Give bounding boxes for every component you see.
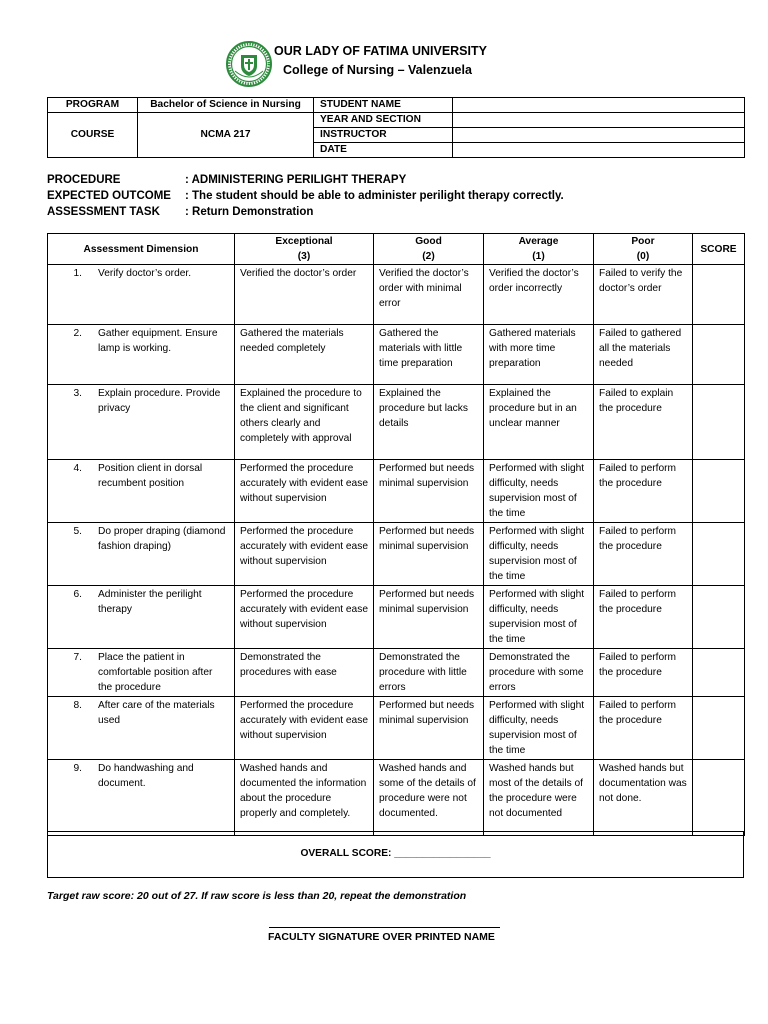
header-average-label: Average — [518, 236, 559, 247]
row-average: Gathered materials with more time preparation — [484, 325, 594, 385]
row-poor: Failed to perform the procedure — [594, 649, 693, 697]
table-row — [48, 760, 745, 836]
year-section-field[interactable] — [453, 113, 745, 128]
row-dimension: Explain procedure. Provide privacy — [98, 388, 221, 414]
row-score-field[interactable] — [693, 460, 745, 523]
row-dimension: Position client in dorsal recumbent position — [98, 463, 203, 489]
overall-score-box[interactable] — [47, 831, 744, 878]
row-good: Gathered the materials with little time preparation — [374, 325, 484, 385]
row-average: Explained the procedure but in an unclear manner — [484, 385, 594, 460]
table-row — [48, 523, 745, 586]
row-number: 4. — [73, 463, 82, 474]
row-poor: Failed to explain the procedure — [594, 385, 693, 460]
rubric-table — [47, 233, 745, 836]
header-exceptional-points: (3) — [297, 251, 311, 262]
row-poor: Washed hands but documentation was not done. — [594, 760, 693, 836]
faculty-signature-label: FACULTY SIGNATURE OVER PRINTED NAME — [268, 931, 495, 943]
row-exceptional: Performed the procedure accurately with evident ease without supervision — [235, 697, 374, 760]
student-name-label: STUDENT NAME — [314, 98, 453, 113]
row-score-field[interactable] — [693, 760, 745, 836]
table-row — [48, 385, 745, 460]
header-poor — [594, 234, 693, 265]
assessment-task-label: ASSESSMENT TASK — [47, 206, 160, 218]
row-dimension: Place the patient in comfortable position after the procedure — [98, 652, 213, 693]
row-exceptional: Washed hands and documented the information about the procedure properly and completely. — [235, 760, 374, 836]
row-exceptional: Performed the procedure accurately with evident ease without supervision — [235, 586, 374, 649]
row-average: Performed with slight difficulty, needs supervision most of the time — [484, 586, 594, 649]
row-score-field[interactable] — [693, 649, 745, 697]
college-name: College of Nursing – Valenzuela — [283, 63, 472, 77]
expected-outcome-value: : The student should be able to administer perilight therapy correctly. — [185, 190, 564, 202]
row-score-field[interactable] — [693, 586, 745, 649]
header-average-points: (1) — [532, 251, 545, 262]
row-average: Performed with slight difficulty, needs supervision most of the time — [484, 460, 594, 523]
procedure-value: : ADMINISTERING PERILIGHT THERAPY — [185, 174, 407, 186]
course-value: NCMA 217 — [138, 113, 314, 158]
row-average: Demonstrated the procedure with some errors — [484, 649, 594, 697]
row-number: 1. — [73, 268, 82, 279]
table-row — [48, 325, 745, 385]
row-good: Verified the doctor’s order with minimal error — [374, 265, 484, 325]
row-average: Performed with slight difficulty, needs supervision most of the time — [484, 697, 594, 760]
row-average: Performed with slight difficulty, needs supervision most of the time — [484, 523, 594, 586]
course-label: COURSE — [48, 113, 138, 158]
signature-line[interactable] — [269, 927, 500, 928]
date-label: DATE — [314, 143, 453, 158]
header-good-label: Good — [415, 236, 442, 247]
row-dimension: After care of the materials used — [98, 700, 215, 726]
row-score-field[interactable] — [693, 265, 745, 325]
row-number: 3. — [73, 388, 82, 399]
row-number: 8. — [73, 700, 82, 711]
row-good: Performed but needs minimal supervision — [374, 697, 484, 760]
row-good: Performed but needs minimal supervision — [374, 586, 484, 649]
row-average: Washed hands but most of the details of the procedure were not documented — [484, 760, 594, 836]
row-good: Explained the procedure but lacks details — [374, 385, 484, 460]
instructor-field[interactable] — [453, 128, 745, 143]
overall-score-label: OVERALL SCORE: _________________ — [300, 848, 491, 859]
row-exceptional: Gathered the materials needed completely — [235, 325, 374, 385]
row-poor: Failed to perform the procedure — [594, 460, 693, 523]
table-row — [48, 586, 745, 649]
student-name-field[interactable] — [453, 98, 745, 113]
row-number: 7. — [73, 652, 82, 663]
procedure-block — [47, 172, 564, 220]
table-row — [48, 460, 745, 523]
header-exceptional-label: Exceptional — [275, 236, 333, 247]
row-score-field[interactable] — [693, 385, 745, 460]
row-score-field[interactable] — [693, 523, 745, 586]
rubric-header-row — [48, 234, 745, 265]
table-row — [48, 265, 745, 325]
year-section-label: YEAR AND SECTION — [314, 113, 453, 128]
row-poor: Failed to perform the procedure — [594, 586, 693, 649]
table-row — [48, 649, 745, 697]
header-poor-label: Poor — [631, 236, 655, 247]
row-good: Performed but needs minimal supervision — [374, 460, 484, 523]
row-dimension: Gather equipment. Ensure lamp is working. — [98, 328, 218, 354]
row-dimension: Administer the perilight therapy — [98, 589, 202, 615]
row-dimension: Do handwashing and document. — [98, 763, 194, 789]
header-dimension: Assessment Dimension — [48, 234, 235, 265]
row-exceptional: Demonstrated the procedures with ease — [235, 649, 374, 697]
target-score-note: Target raw score: 20 out of 27. If raw score is less than 20, repeat the demonstration — [47, 890, 467, 902]
row-exceptional: Explained the procedure to the client and significant others clearly and completely with approval — [235, 385, 374, 460]
row-number: 5. — [73, 526, 82, 537]
row-good: Performed but needs minimal supervision — [374, 523, 484, 586]
header-good-points: (2) — [422, 251, 435, 262]
university-name: OUR LADY OF FATIMA UNIVERSITY — [274, 44, 487, 58]
program-label: PROGRAM — [48, 98, 138, 113]
row-score-field[interactable] — [693, 325, 745, 385]
student-info-table — [47, 97, 745, 158]
header-score: SCORE — [693, 234, 745, 265]
header-average — [484, 234, 594, 265]
row-poor: Failed to perform the procedure — [594, 697, 693, 760]
date-field[interactable] — [453, 143, 745, 158]
table-row — [48, 697, 745, 760]
header-good — [374, 234, 484, 265]
row-score-field[interactable] — [693, 697, 745, 760]
procedure-row — [47, 172, 564, 188]
row-exceptional: Performed the procedure accurately with evident ease without supervision — [235, 460, 374, 523]
row-average: Verified the doctor’s order incorrectly — [484, 265, 594, 325]
instructor-label: INSTRUCTOR — [314, 128, 453, 143]
row-dimension: Verify doctor’s order. — [98, 268, 192, 279]
row-poor: Failed to verify the doctor’s order — [594, 265, 693, 325]
program-value: Bachelor of Science in Nursing — [138, 98, 314, 113]
header-exceptional — [235, 234, 374, 265]
row-poor: Failed to perform the procedure — [594, 523, 693, 586]
row-good: Demonstrated the procedure with little errors — [374, 649, 484, 697]
row-dimension: Do proper draping (diamond fashion draping) — [98, 526, 226, 552]
header-poor-points: (0) — [636, 251, 650, 262]
row-good: Washed hands and some of the details of procedure were not documented. — [374, 760, 484, 836]
row-poor: Failed to gathered all the materials needed — [594, 325, 693, 385]
table-row — [48, 113, 745, 128]
row-number: 2. — [73, 328, 82, 339]
assessment-task-value: : Return Demonstration — [185, 206, 314, 218]
university-seal-icon — [226, 41, 272, 87]
expected-outcome-row — [47, 188, 564, 204]
assessment-task-row — [47, 204, 564, 220]
expected-outcome-label: EXPECTED OUTCOME — [47, 190, 171, 202]
row-exceptional: Performed the procedure accurately with evident ease without supervision — [235, 523, 374, 586]
row-exceptional: Verified the doctor’s order — [235, 265, 374, 325]
row-number: 6. — [73, 589, 82, 600]
row-number: 9. — [73, 763, 82, 774]
table-row — [48, 98, 745, 113]
procedure-label: PROCEDURE — [47, 174, 121, 186]
